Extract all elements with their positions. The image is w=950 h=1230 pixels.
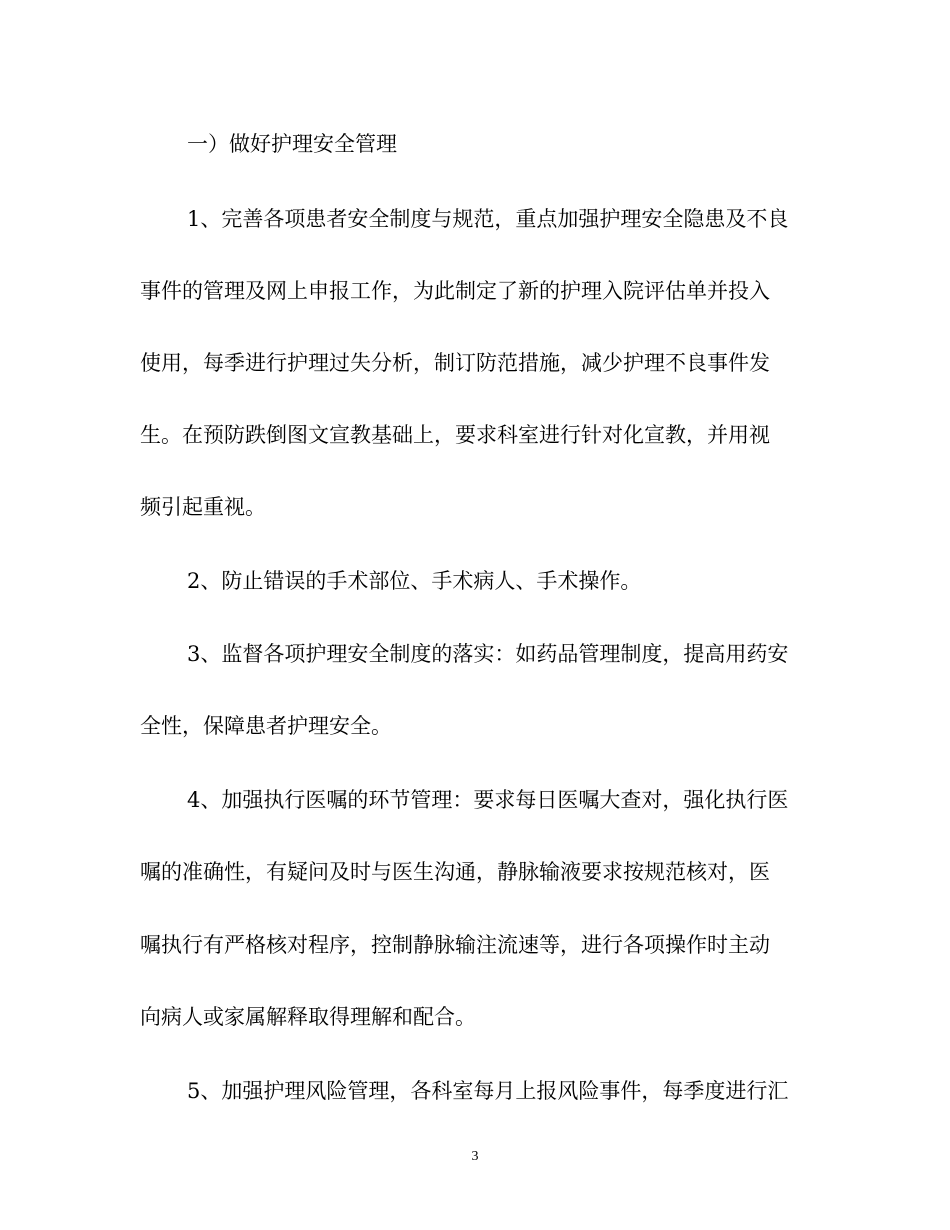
paragraph-1-line-3: 使用，每季进行护理过失分析，制订防范措施，减少护理不良事件发 bbox=[140, 351, 770, 375]
paragraph-4-line-3: 嘱执行有严格核对程序，控制静脉输注流速等，进行各项操作时主动 bbox=[140, 933, 770, 957]
paragraph-5-line-1: 5、加强护理风险管理，各科室每月上报风险事件，每季度进行汇 bbox=[187, 1079, 789, 1103]
paragraph-4-line-1: 4、加强执行医嘱的环节管理：要求每日医嘱大查对，强化执行医 bbox=[187, 788, 789, 812]
paragraph-3-line-2: 全性，保障患者护理安全。 bbox=[140, 714, 392, 738]
paragraph-1-line-5: 频引起重视。 bbox=[140, 495, 266, 519]
paragraph-4-line-2: 嘱的准确性，有疑问及时与医生沟通，静脉输液要求按规范核对，医 bbox=[140, 860, 770, 884]
paragraph-1-line-1: 1、完善各项患者安全制度与规范，重点加强护理安全隐患及不良 bbox=[187, 207, 789, 231]
paragraph-2-line-1: 2、防止错误的手术部位、手术病人、手术操作。 bbox=[187, 569, 642, 593]
page-number: 3 bbox=[471, 1149, 479, 1164]
paragraph-1-line-4: 生。在预防跌倒图文宣教基础上，要求科室进行针对化宣教，并用视 bbox=[140, 423, 770, 447]
paragraph-1-line-2: 事件的管理及网上申报工作，为此制定了新的护理入院评估单并投入 bbox=[140, 279, 770, 303]
paragraph-4-line-4: 向病人或家属解释取得理解和配合。 bbox=[140, 1005, 476, 1029]
paragraph-3-line-1: 3、监督各项护理安全制度的落实：如药品管理制度，提高用药安 bbox=[187, 642, 789, 666]
section-heading: 一）做好护理安全管理 bbox=[187, 132, 397, 156]
